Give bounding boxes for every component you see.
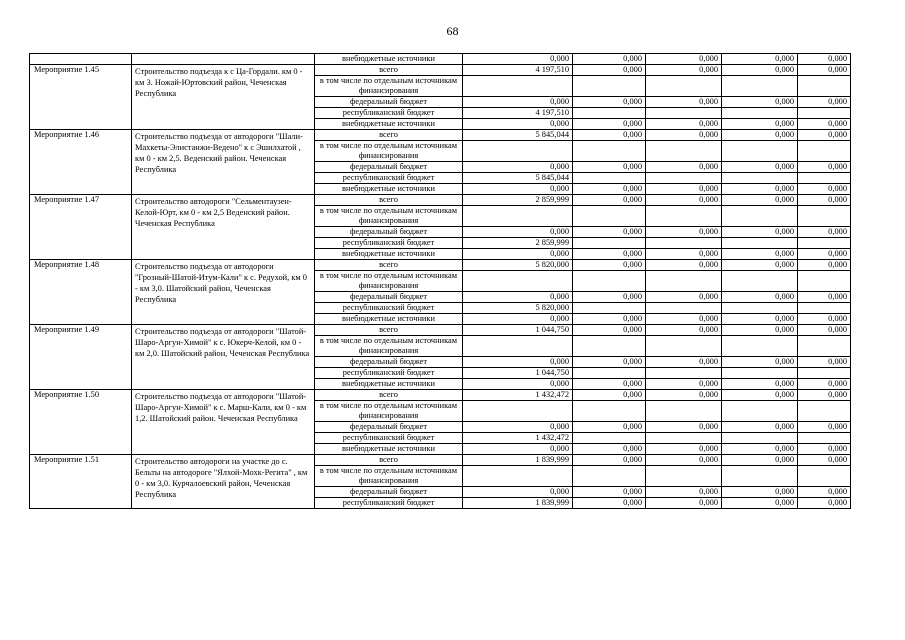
funding-value [646, 76, 722, 97]
funding-value: 0,000 [646, 162, 722, 173]
funding-source: внебюджетные источники [315, 184, 463, 195]
funding-value: 0,000 [646, 422, 722, 433]
funding-value [463, 466, 573, 487]
funding-value: 0,000 [463, 54, 573, 65]
funding-value [573, 108, 646, 119]
funding-source: всего [315, 130, 463, 141]
funding-value: 0,000 [573, 498, 646, 509]
funding-value: 0,000 [798, 260, 851, 271]
funding-value: 0,000 [798, 119, 851, 130]
measure-description: Строительство подъезда к с Ца-Гордали. км 0 - км 3. Ножай-Юртовский район, Чеченская Республика [132, 65, 315, 130]
table-row [30, 65, 851, 76]
funding-value [573, 336, 646, 357]
funding-value [646, 141, 722, 162]
funding-source: республиканский бюджет [315, 303, 463, 314]
funding-value [573, 401, 646, 422]
funding-value: 0,000 [722, 195, 798, 206]
funding-value: 5 820,000 [463, 260, 573, 271]
funding-value [573, 466, 646, 487]
funding-value: 0,000 [722, 162, 798, 173]
funding-value: 0,000 [573, 249, 646, 260]
funding-value: 0,000 [573, 54, 646, 65]
funding-value [798, 368, 851, 379]
funding-value: 0,000 [798, 65, 851, 76]
funding-value: 0,000 [722, 130, 798, 141]
funding-source: внебюджетные источники [315, 54, 463, 65]
funding-value: 1 839,999 [463, 498, 573, 509]
funding-value [722, 271, 798, 292]
funding-value: 5 845,044 [463, 173, 573, 184]
funding-value: 0,000 [646, 379, 722, 390]
funding-value: 0,000 [573, 65, 646, 76]
funding-value [463, 401, 573, 422]
funding-value: 0,000 [463, 314, 573, 325]
funding-value: 0,000 [798, 130, 851, 141]
funding-value: 0,000 [646, 130, 722, 141]
funding-value: 0,000 [573, 195, 646, 206]
funding-source: в том числе по отдельным источникам финансирования [315, 401, 463, 422]
funding-value: 0,000 [646, 314, 722, 325]
funding-value [463, 336, 573, 357]
funding-value: 0,000 [646, 195, 722, 206]
funding-value: 0,000 [573, 227, 646, 238]
funding-value: 0,000 [646, 260, 722, 271]
funding-value: 0,000 [573, 487, 646, 498]
funding-value: 0,000 [722, 455, 798, 466]
funding-value: 0,000 [798, 444, 851, 455]
funding-value: 0,000 [646, 292, 722, 303]
funding-value: 0,000 [722, 97, 798, 108]
funding-value [722, 173, 798, 184]
funding-value: 0,000 [463, 422, 573, 433]
funding-source: республиканский бюджет [315, 108, 463, 119]
funding-value [646, 466, 722, 487]
funding-value: 0,000 [798, 292, 851, 303]
funding-value: 4 197,510 [463, 108, 573, 119]
funding-value [646, 206, 722, 227]
funding-value: 0,000 [798, 390, 851, 401]
funding-value: 0,000 [646, 390, 722, 401]
funding-value [722, 238, 798, 249]
funding-value: 0,000 [646, 455, 722, 466]
funding-value [646, 173, 722, 184]
funding-source: в том числе по отдельным источникам финансирования [315, 141, 463, 162]
funding-value: 0,000 [722, 444, 798, 455]
funding-value: 0,000 [463, 487, 573, 498]
funding-value: 0,000 [798, 249, 851, 260]
funding-value: 0,000 [722, 487, 798, 498]
table-row [30, 54, 851, 65]
measure-description: Строительство подъезда от автодороги "Шатой-Шаро-Аргун-Химой" к с. Марш-Кали, км 0 - км 1,2. Шатойский район. Чеченская Республика [132, 390, 315, 455]
funding-value: 0,000 [573, 260, 646, 271]
funding-value [573, 76, 646, 97]
funding-value [798, 401, 851, 422]
funding-value: 5 845,044 [463, 130, 573, 141]
funding-source: внебюджетные источники [315, 444, 463, 455]
funding-value: 0,000 [573, 162, 646, 173]
funding-value: 0,000 [573, 379, 646, 390]
funding-value: 0,000 [722, 314, 798, 325]
funding-value: 0,000 [798, 54, 851, 65]
funding-value: 0,000 [798, 455, 851, 466]
funding-value: 0,000 [646, 357, 722, 368]
funding-value: 0,000 [722, 422, 798, 433]
funding-source: федеральный бюджет [315, 97, 463, 108]
funding-value [573, 303, 646, 314]
funding-value: 0,000 [798, 195, 851, 206]
funding-value: 0,000 [798, 487, 851, 498]
funding-value: 0,000 [646, 65, 722, 76]
measure-id: Мероприятие 1.45 [30, 65, 132, 130]
funding-value [646, 303, 722, 314]
funding-value: 0,000 [463, 227, 573, 238]
funding-source: республиканский бюджет [315, 433, 463, 444]
funding-value [646, 238, 722, 249]
funding-value: 0,000 [798, 325, 851, 336]
funding-value: 0,000 [646, 487, 722, 498]
measure-description: Строительство подъезда от автодороги "Шали-Махкеты-Элистанжи-Ведено" к с Эшилхатой , км 0 - км 2,5. Веденский район. Чеченская Республика [132, 130, 315, 195]
funding-value: 0,000 [798, 422, 851, 433]
funding-source: внебюджетные источники [315, 314, 463, 325]
funding-value [463, 76, 573, 97]
funding-value: 0,000 [573, 119, 646, 130]
funding-value [646, 401, 722, 422]
funding-source: внебюджетные источники [315, 379, 463, 390]
funding-value [463, 206, 573, 227]
funding-value [573, 433, 646, 444]
measure-id: Мероприятие 1.49 [30, 325, 132, 390]
funding-value: 0,000 [573, 455, 646, 466]
funding-table-body [30, 54, 851, 509]
funding-value: 0,000 [463, 249, 573, 260]
table-row [30, 260, 851, 271]
funding-value: 1 839,999 [463, 455, 573, 466]
table-row [30, 325, 851, 336]
funding-table [29, 53, 851, 509]
funding-value: 0,000 [573, 325, 646, 336]
funding-value: 0,000 [573, 97, 646, 108]
funding-value: 0,000 [463, 97, 573, 108]
funding-value: 1 044,750 [463, 325, 573, 336]
funding-value: 1 432,472 [463, 433, 573, 444]
funding-source: в том числе по отдельным источникам финансирования [315, 76, 463, 97]
funding-source: внебюджетные источники [315, 119, 463, 130]
funding-source: республиканский бюджет [315, 238, 463, 249]
measure-description [132, 54, 315, 65]
funding-value: 1 432,472 [463, 390, 573, 401]
measure-id [30, 54, 132, 65]
funding-value: 0,000 [798, 357, 851, 368]
funding-value: 0,000 [798, 97, 851, 108]
funding-value [798, 206, 851, 227]
funding-value: 2 859,999 [463, 195, 573, 206]
funding-value: 0,000 [722, 325, 798, 336]
funding-value [722, 401, 798, 422]
funding-value: 0,000 [463, 379, 573, 390]
funding-source: федеральный бюджет [315, 422, 463, 433]
funding-value [798, 336, 851, 357]
funding-value [646, 108, 722, 119]
funding-value: 0,000 [646, 97, 722, 108]
funding-value [646, 433, 722, 444]
funding-value: 0,000 [646, 227, 722, 238]
funding-value: 0,000 [463, 292, 573, 303]
funding-value: 0,000 [646, 184, 722, 195]
funding-value: 0,000 [573, 314, 646, 325]
funding-value: 4 197,510 [463, 65, 573, 76]
funding-value: 0,000 [722, 390, 798, 401]
measure-description: Строительство автодороги на участке до с. Бельты на автодороге "Ялхой-Мохк-Регита" , км 0 - км 3,0. Курчалоевский район, Чеченская Республика [132, 455, 315, 509]
funding-value [722, 433, 798, 444]
funding-value [798, 466, 851, 487]
page-number: 68 [446, 24, 459, 38]
measure-description: Строительство подъезда от автодороги "Шатой-Шаро-Аргун-Химой" к с. Юкерч-Келой, км 0 - км 2,0. Шатойский район, Чеченская Республика [132, 325, 315, 390]
funding-value: 0,000 [798, 162, 851, 173]
measure-description: Строительство автодороги "Сельментаузен-Келой-Юрт, км 0 - км 2,5 Веденский район. Чеченская Республика [132, 195, 315, 260]
funding-value [722, 108, 798, 119]
funding-value: 0,000 [646, 54, 722, 65]
funding-source: республиканский бюджет [315, 173, 463, 184]
funding-value [573, 271, 646, 292]
funding-value: 0,000 [798, 314, 851, 325]
funding-source: федеральный бюджет [315, 487, 463, 498]
funding-source: всего [315, 65, 463, 76]
table-row [30, 130, 851, 141]
funding-source: республиканский бюджет [315, 498, 463, 509]
measure-id: Мероприятие 1.51 [30, 455, 132, 509]
measure-id: Мероприятие 1.48 [30, 260, 132, 325]
funding-value: 0,000 [722, 249, 798, 260]
funding-value: 0,000 [646, 444, 722, 455]
funding-value: 0,000 [573, 184, 646, 195]
measure-description: Строительство подъезда от автодороги "Грозный-Шатой-Итум-Кали" к с. Редухой, км 0 - км 3,0. Шатойский район, Чеченская Республика [132, 260, 315, 325]
funding-value [573, 141, 646, 162]
funding-value: 0,000 [646, 249, 722, 260]
table-row [30, 455, 851, 466]
funding-value: 0,000 [646, 119, 722, 130]
funding-value [722, 141, 798, 162]
funding-source: внебюджетные источники [315, 249, 463, 260]
funding-value: 0,000 [722, 54, 798, 65]
funding-value [646, 336, 722, 357]
funding-value [573, 368, 646, 379]
funding-value: 0,000 [646, 498, 722, 509]
funding-value [463, 271, 573, 292]
funding-value [722, 466, 798, 487]
funding-value [573, 238, 646, 249]
funding-value: 0,000 [722, 292, 798, 303]
funding-source: в том числе по отдельным источникам финансирования [315, 336, 463, 357]
funding-value: 0,000 [463, 119, 573, 130]
measure-id: Мероприятие 1.46 [30, 130, 132, 195]
funding-value: 0,000 [798, 379, 851, 390]
funding-value: 0,000 [573, 390, 646, 401]
funding-value [798, 173, 851, 184]
funding-source: в том числе по отдельным источникам финансирования [315, 206, 463, 227]
funding-table-container [29, 53, 851, 509]
funding-value: 1 044,750 [463, 368, 573, 379]
funding-value: 0,000 [573, 357, 646, 368]
funding-value: 0,000 [722, 357, 798, 368]
funding-value: 0,000 [463, 357, 573, 368]
funding-value: 0,000 [798, 498, 851, 509]
funding-source: федеральный бюджет [315, 162, 463, 173]
funding-value [646, 368, 722, 379]
funding-value: 5 820,000 [463, 303, 573, 314]
funding-value [798, 76, 851, 97]
funding-value: 0,000 [573, 292, 646, 303]
funding-value: 0,000 [463, 184, 573, 195]
funding-value: 0,000 [722, 65, 798, 76]
funding-value: 0,000 [798, 184, 851, 195]
funding-value: 0,000 [722, 379, 798, 390]
funding-value [722, 76, 798, 97]
funding-value: 0,000 [573, 444, 646, 455]
funding-value: 0,000 [573, 422, 646, 433]
funding-source: федеральный бюджет [315, 227, 463, 238]
funding-value [722, 303, 798, 314]
funding-value [722, 336, 798, 357]
funding-value [573, 206, 646, 227]
funding-value: 0,000 [798, 227, 851, 238]
funding-value [646, 271, 722, 292]
funding-value [798, 141, 851, 162]
funding-source: всего [315, 455, 463, 466]
measure-id: Мероприятие 1.47 [30, 195, 132, 260]
table-row [30, 195, 851, 206]
funding-value [722, 368, 798, 379]
funding-value [798, 433, 851, 444]
funding-source: федеральный бюджет [315, 292, 463, 303]
funding-source: в том числе по отдельным источникам финансирования [315, 466, 463, 487]
funding-value: 0,000 [722, 184, 798, 195]
funding-value [798, 271, 851, 292]
funding-value: 0,000 [722, 498, 798, 509]
funding-value: 0,000 [722, 260, 798, 271]
funding-source: всего [315, 195, 463, 206]
measure-id: Мероприятие 1.50 [30, 390, 132, 455]
funding-source: федеральный бюджет [315, 357, 463, 368]
funding-source: республиканский бюджет [315, 368, 463, 379]
funding-value [798, 108, 851, 119]
funding-value [573, 173, 646, 184]
funding-value: 0,000 [463, 162, 573, 173]
funding-value [798, 238, 851, 249]
funding-source: всего [315, 390, 463, 401]
funding-value: 0,000 [722, 227, 798, 238]
funding-source: всего [315, 325, 463, 336]
funding-value [798, 303, 851, 314]
funding-value: 0,000 [722, 119, 798, 130]
funding-value: 0,000 [573, 130, 646, 141]
table-row [30, 390, 851, 401]
funding-value: 0,000 [646, 325, 722, 336]
funding-source: всего [315, 260, 463, 271]
funding-value [722, 206, 798, 227]
funding-value: 0,000 [463, 444, 573, 455]
funding-value: 2 859,999 [463, 238, 573, 249]
funding-value [463, 141, 573, 162]
funding-source: в том числе по отдельным источникам финансирования [315, 271, 463, 292]
